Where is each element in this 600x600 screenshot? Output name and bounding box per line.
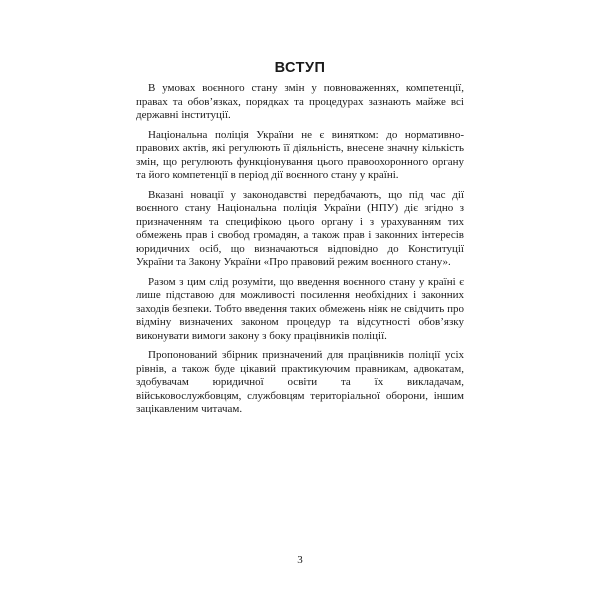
paragraph-1: В умовах воєнного стану змін у повноваженнях, компетенції, правах та обов’язках, порядках та процедурах зазнають майже всі державні інституції. (136, 82, 464, 121)
paragraph-4: Разом з цим слід розуміти, що введення воєнного стану у країні є лише підставою для можливості посилення необхідних і законних заходів безпеки. Тобто введення таких обмежень ніяк не свідчить про відміну визначених законом процедур та відсутності обов’язку виконувати вимоги закону з боку працівників поліції. (136, 275, 464, 342)
paragraph-2: Національна поліція України не є винятком: до нормативно-правових актів, які регулюють її діяльність, внесене значну кількість змін, що регулюють функціонування цього правоохоронного органу та його компетенції в період дії воєнного стану у країні. (136, 128, 464, 181)
paragraph-5: Пропонований збірник призначений для працівників поліції усіх рівнів, а також буде цікавий практикуючим правникам, адвокатам, здобувачам юридичної освіти та їх викладачам, військовослужбовцям, службовцям територіальної оборони, іншим зацікавленим читачам. (136, 349, 464, 415)
page-number: 3 (297, 554, 303, 566)
page-title: ВСТУП (274, 60, 326, 76)
body-text (136, 82, 464, 423)
paragraph-3: Вказані новації у законодавстві передбачають, що під час дії воєнного стану Національна поліція України (НПУ) діє згідно з призначенням та специфікою цього органу і з урахуванням тих обмежень прав і свобод громадян, а також прав і законних інтересів юридичних осіб, що визначаються відповідно до Конституції України та Закону України «Про правовий режим воєнного стану». (136, 188, 464, 268)
